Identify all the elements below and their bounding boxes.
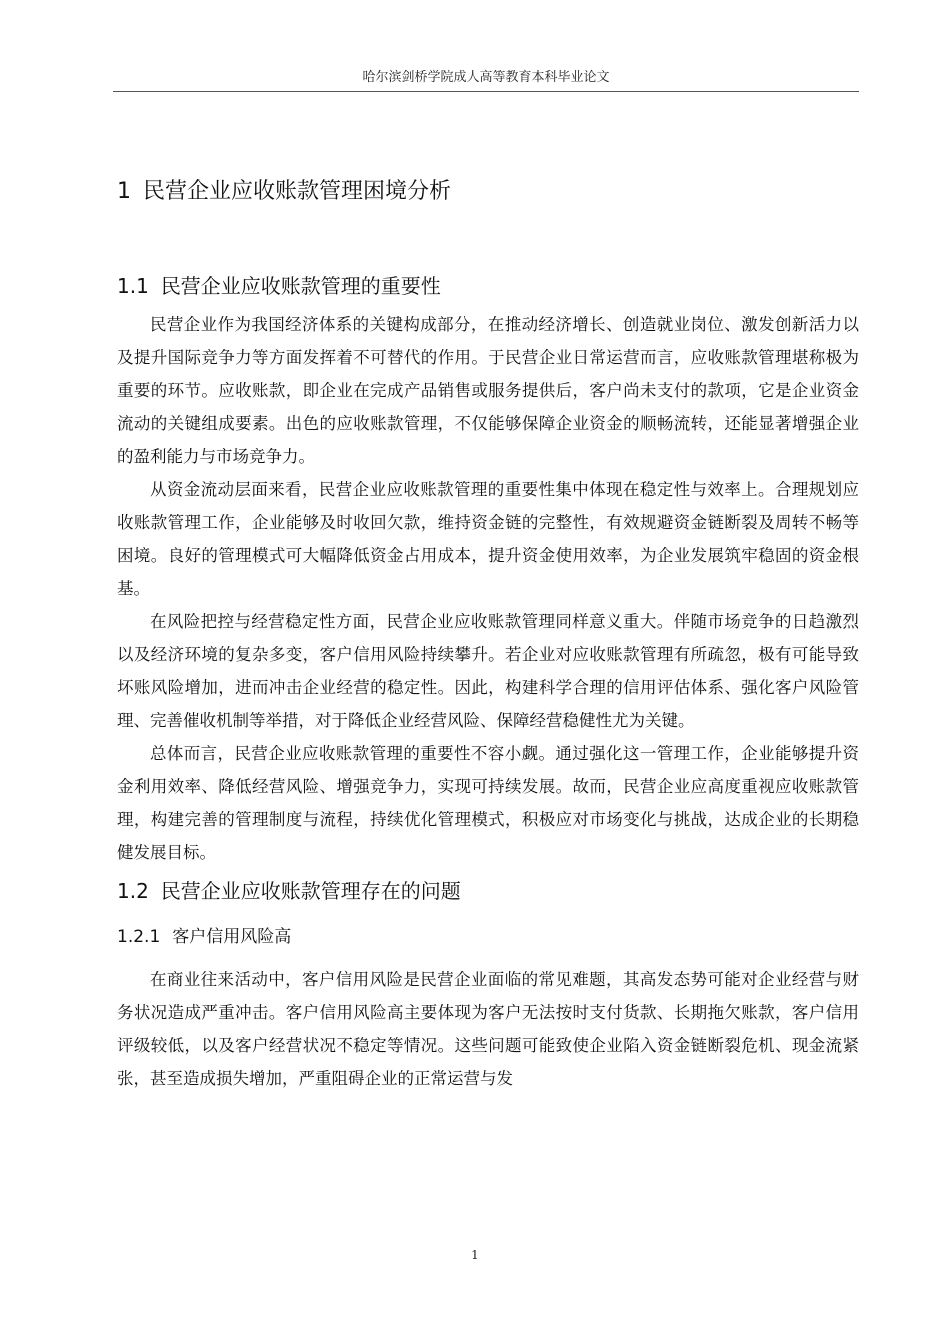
subsection-heading-1-2-1 [117, 921, 859, 953]
paragraph: 在风险把控与经营稳定性方面，民营企业应收账款管理同样意义重大。伴随市场竞争的日趋激烈以及经济环境的复杂多变，客户信用风险持续攀升。若企业对应收账款管理有所疏忽，极有可能导致坏账风险增加，进而冲击企业经营的稳定性。因此，构建科学合理的信用评估体系、强化客户风险管理、完善催收机制等举措，对于降低企业经营风险、保障经营稳健性尤为关键。 [117, 612, 859, 730]
subsection-title: 客户信用风险高 [172, 927, 292, 947]
paragraph: 总体而言，民营企业应收账款管理的重要性不容小觑。通过强化这一管理工作，企业能够提升资金利用效率、降低经营风险、增强竞争力，实现可持续发展。故而，民营企业应高度重视应收账款管理，构建完善的管理制度与流程，持续优化管理模式，积极应对市场变化与挑战，达成企业的长期稳健发展目标。 [117, 744, 859, 862]
section-number: 1.1 [117, 274, 149, 298]
page-body [117, 172, 859, 1095]
chapter-heading [117, 172, 859, 212]
section-number: 1.2 [117, 879, 149, 903]
running-header: 哈尔滨剑桥学院成人高等教育本科毕业论文 [113, 66, 859, 92]
chapter-number: 1 [117, 179, 131, 204]
chapter-title: 民营企业应收账款管理困境分析 [143, 179, 452, 204]
section-heading-1-1 [117, 268, 859, 304]
section-heading-1-2 [117, 873, 859, 909]
section-title: 民营企业应收账款管理存在的问题 [160, 879, 461, 903]
paragraph: 从资金流动层面来看，民营企业应收账款管理的重要性集中体现在稳定性与效率上。合理规划应收账款管理工作，企业能够及时收回欠款，维持资金链的完整性，有效规避资金链断裂及周转不畅等困境。良好的管理模式可大幅降低资金占用成本，提升资金使用效率，为企业发展筑牢稳固的资金根基。 [117, 480, 859, 598]
subsection-number: 1.2.1 [117, 927, 161, 947]
section-title: 民营企业应收账款管理的重要性 [160, 274, 441, 298]
page-number: 1 [471, 1248, 479, 1262]
paragraph: 民营企业作为我国经济体系的关键构成部分，在推动经济增长、创造就业岗位、激发创新活力以及提升国际竞争力等方面发挥着不可替代的作用。于民营企业日常运营而言，应收账款管理堪称极为重要的环节。应收账款，即企业在完成产品销售或服务提供后，客户尚未支付的款项，它是企业资金流动的关键组成要素。出色的应收账款管理，不仅能够保障企业资金的顺畅流转，还能显著增强企业的盈利能力与市场竞争力。 [117, 315, 859, 466]
paragraph: 在商业往来活动中，客户信用风险是民营企业面临的常见难题，其高发态势可能对企业经营与财务状况造成严重冲击。客户信用风险高主要体现为客户无法按时支付货款、长期拖欠账款，客户信用评级较低，以及客户经营状况不稳定等情况。这些问题可能致使企业陷入资金链断裂危机、现金流紧张，甚至造成损失增加，严重阻碍企业的正常运营与发 [117, 970, 859, 1088]
